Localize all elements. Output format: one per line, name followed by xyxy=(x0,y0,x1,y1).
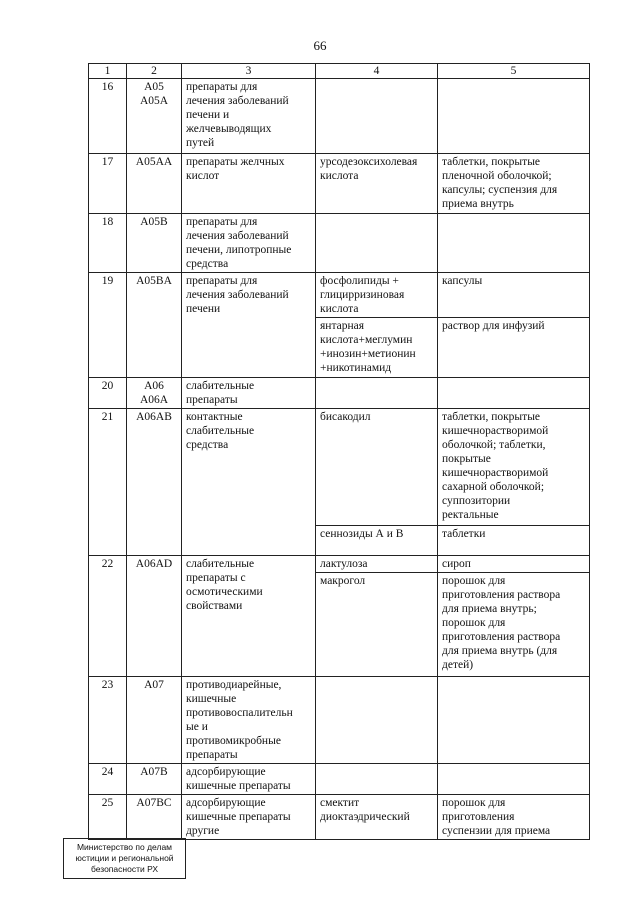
group-name: противодиарейные, кишечные противовоспалительн ые и противомикробные препараты xyxy=(182,677,316,764)
table-row xyxy=(89,677,590,764)
group-name: препараты для лечения заболеваний печени xyxy=(182,273,316,378)
drug-name: фосфолипиды + глицирризиновая кислота xyxy=(316,273,438,318)
table-row xyxy=(89,409,590,526)
drug-name: лактулоза xyxy=(316,556,438,573)
atc-code: A05AA xyxy=(127,154,182,214)
drug-name xyxy=(316,79,438,154)
group-name: контактные слабительные средства xyxy=(182,409,316,556)
drug-name xyxy=(316,378,438,409)
drug-name: бисакодил xyxy=(316,409,438,526)
group-name: слабительные препараты xyxy=(182,378,316,409)
header-col-5: 5 xyxy=(438,64,590,79)
dosage-form: раствор для инфузий xyxy=(438,318,590,378)
header-col-1: 1 xyxy=(89,64,127,79)
drug-name xyxy=(316,214,438,273)
header-col-4: 4 xyxy=(316,64,438,79)
dosage-form xyxy=(438,677,590,764)
dosage-form xyxy=(438,378,590,409)
dosage-form: порошок для приготовления суспензии для приема xyxy=(438,795,590,840)
dosage-form xyxy=(438,214,590,273)
drug-name xyxy=(316,677,438,764)
atc-code: A05 A05A xyxy=(127,79,182,154)
drug-name: янтарная кислота+меглумин +инозин+метионин +никотинамид xyxy=(316,318,438,378)
table-row xyxy=(89,378,590,409)
page-number: 66 xyxy=(313,38,327,53)
table-row xyxy=(89,79,590,154)
drug-name: урсодезоксихолевая кислота xyxy=(316,154,438,214)
row-number: 24 xyxy=(89,764,127,795)
row-number: 18 xyxy=(89,214,127,273)
atc-code: A06 A06A xyxy=(127,378,182,409)
group-name: препараты для лечения заболеваний печени и желчевыводящих путей xyxy=(182,79,316,154)
header-col-3: 3 xyxy=(182,64,316,79)
drug-name: смектит диоктаэдрический xyxy=(316,795,438,840)
dosage-form: капсулы xyxy=(438,273,590,318)
atc-code: A05B xyxy=(127,214,182,273)
row-number: 22 xyxy=(89,556,127,677)
group-name: адсорбирующие кишечные препараты xyxy=(182,764,316,795)
group-name: адсорбирующие кишечные препараты другие xyxy=(182,795,316,840)
row-number: 20 xyxy=(89,378,127,409)
drug-name: сеннозиды А и В xyxy=(316,526,438,556)
atc-code: A06AB xyxy=(127,409,182,556)
group-name: слабительные препараты с осмотическими свойствами xyxy=(182,556,316,677)
atc-code: A07B xyxy=(127,764,182,795)
dosage-form: таблетки, покрытые пленочной оболочкой; капсулы; суспензия для приема внутрь xyxy=(438,154,590,214)
table-row xyxy=(89,154,590,214)
table-row xyxy=(89,556,590,573)
row-number: 16 xyxy=(89,79,127,154)
atc-code: A07 xyxy=(127,677,182,764)
table-header-row xyxy=(89,64,590,79)
dosage-form xyxy=(438,764,590,795)
table-row xyxy=(89,214,590,273)
table-row xyxy=(89,273,590,318)
atc-code: A05BA xyxy=(127,273,182,378)
dosage-form: таблетки xyxy=(438,526,590,556)
dosage-form: таблетки, покрытые кишечнорастворимой оболочкой; таблетки, покрытые кишечнорастворимой сахарной оболочкой; суппозитории ректальные xyxy=(438,409,590,526)
drug-list-table xyxy=(88,63,590,840)
atc-code: A07BC xyxy=(127,795,182,840)
dosage-form: порошок для приготовления раствора для приема внутрь; порошок для приготовления раствора для приема внутрь (для детей) xyxy=(438,573,590,677)
row-number: 17 xyxy=(89,154,127,214)
ministry-stamp: Министерство по делам юстиции и региональной безопасности РХ xyxy=(63,838,186,879)
group-name: препараты желчных кислот xyxy=(182,154,316,214)
row-number: 21 xyxy=(89,409,127,556)
table-row xyxy=(89,795,590,840)
table-row xyxy=(89,764,590,795)
row-number: 25 xyxy=(89,795,127,840)
header-col-2: 2 xyxy=(127,64,182,79)
drug-name xyxy=(316,764,438,795)
atc-code: A06AD xyxy=(127,556,182,677)
dosage-form xyxy=(438,79,590,154)
row-number: 19 xyxy=(89,273,127,378)
dosage-form: сироп xyxy=(438,556,590,573)
row-number: 23 xyxy=(89,677,127,764)
drug-name: макрогол xyxy=(316,573,438,677)
group-name: препараты для лечения заболеваний печени, липотропные средства xyxy=(182,214,316,273)
